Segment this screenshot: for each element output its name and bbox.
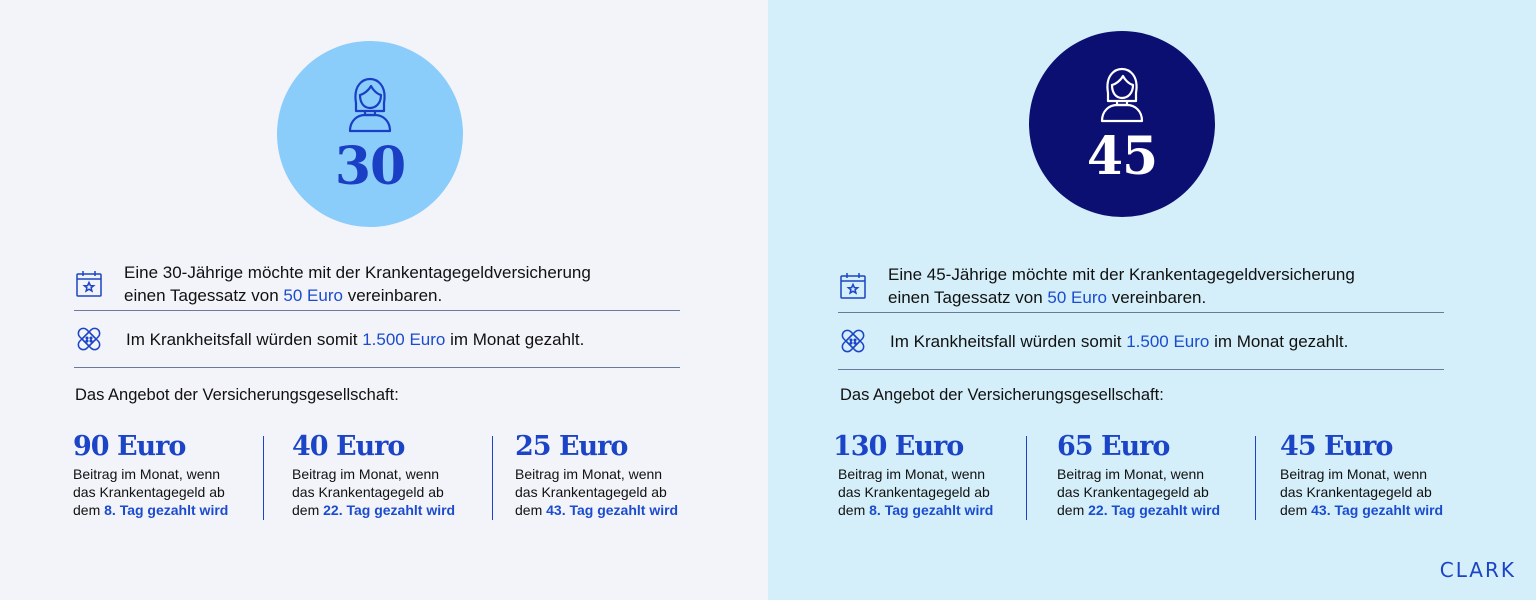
calendar-star-icon (74, 269, 104, 299)
age-circle (1029, 31, 1215, 217)
offer-item (73, 432, 263, 520)
offer-desc: Beitrag im Monat, wenn das Krankentagegeld ab dem 43. Tag gezahlt wird (1280, 466, 1444, 518)
monthly-value: 1.500 Euro (1126, 331, 1210, 351)
rate-text: Eine 45-Jährige möchte mit der Krankentagegeldversicherung einen Tagessatz von 50 Euro vereinbaren. (888, 265, 1355, 307)
monthly-text: Im Krankheitsfall würden somit 1.500 Euro im Monat gezahlt. (890, 331, 1349, 351)
offer-amount: 90 Euro (73, 431, 186, 462)
rate-row (74, 258, 680, 310)
divider-line (74, 367, 680, 368)
offer-desc: Beitrag im Monat, wenn das Krankentagegeld ab dem 43. Tag gezahlt wird (515, 466, 679, 518)
monthly-row (838, 313, 1444, 369)
offer-desc: Beitrag im Monat, wenn das Krankentagegeld ab dem 8. Tag gezahlt wird (838, 466, 994, 518)
offer-item (493, 432, 705, 520)
offer-amount: 40 Euro (292, 431, 405, 462)
bandage-icon (838, 326, 868, 356)
offer-item (1256, 432, 1470, 520)
age-circle (277, 41, 463, 227)
woman-avatar-icon (1099, 67, 1145, 123)
age-number: 45 (1086, 126, 1158, 187)
bandage-icon (74, 324, 104, 354)
offer-item (833, 432, 1026, 520)
offer-amount: 130 Euro (833, 431, 964, 462)
monthly-text: Im Krankheitsfall würden somit 1.500 Euro im Monat gezahlt. (126, 329, 585, 349)
brand-logo: CLARK (1439, 558, 1516, 582)
offer-title: Das Angebot der Versicherungsgesellschaft: (75, 386, 399, 404)
daily-rate-value: 50 Euro (1047, 288, 1107, 307)
monthly-row (74, 311, 680, 367)
monthly-value: 1.500 Euro (362, 329, 446, 349)
offer-title: Das Angebot der Versicherungsgesellschaft: (840, 386, 1164, 404)
calendar-star-icon (838, 271, 868, 301)
rate-text: Eine 30-Jährige möchte mit der Krankentagegeldversicherung einen Tagessatz von 50 Euro vereinbaren. (124, 263, 591, 305)
offer-item (264, 432, 492, 520)
offer-desc: Beitrag im Monat, wenn das Krankentagegeld ab dem 8. Tag gezahlt wird (73, 466, 229, 518)
rate-row (838, 260, 1444, 312)
woman-avatar-icon (347, 77, 393, 133)
info-block (838, 260, 1444, 370)
offer-amount: 25 Euro (515, 431, 628, 462)
offer-desc: Beitrag im Monat, wenn das Krankentagegeld ab dem 22. Tag gezahlt wird (292, 466, 456, 518)
offer-columns (833, 432, 1470, 520)
divider-line (838, 369, 1444, 370)
offer-desc: Beitrag im Monat, wenn das Krankentagegeld ab dem 22. Tag gezahlt wird (1057, 466, 1221, 518)
offer-amount: 65 Euro (1057, 431, 1170, 462)
offer-columns (73, 432, 705, 520)
info-block (74, 258, 680, 368)
age-number: 30 (334, 136, 406, 197)
panel-age-45 (768, 0, 1536, 600)
offer-amount: 45 Euro (1280, 431, 1393, 462)
daily-rate-value: 50 Euro (283, 286, 343, 305)
offer-item (1027, 432, 1255, 520)
